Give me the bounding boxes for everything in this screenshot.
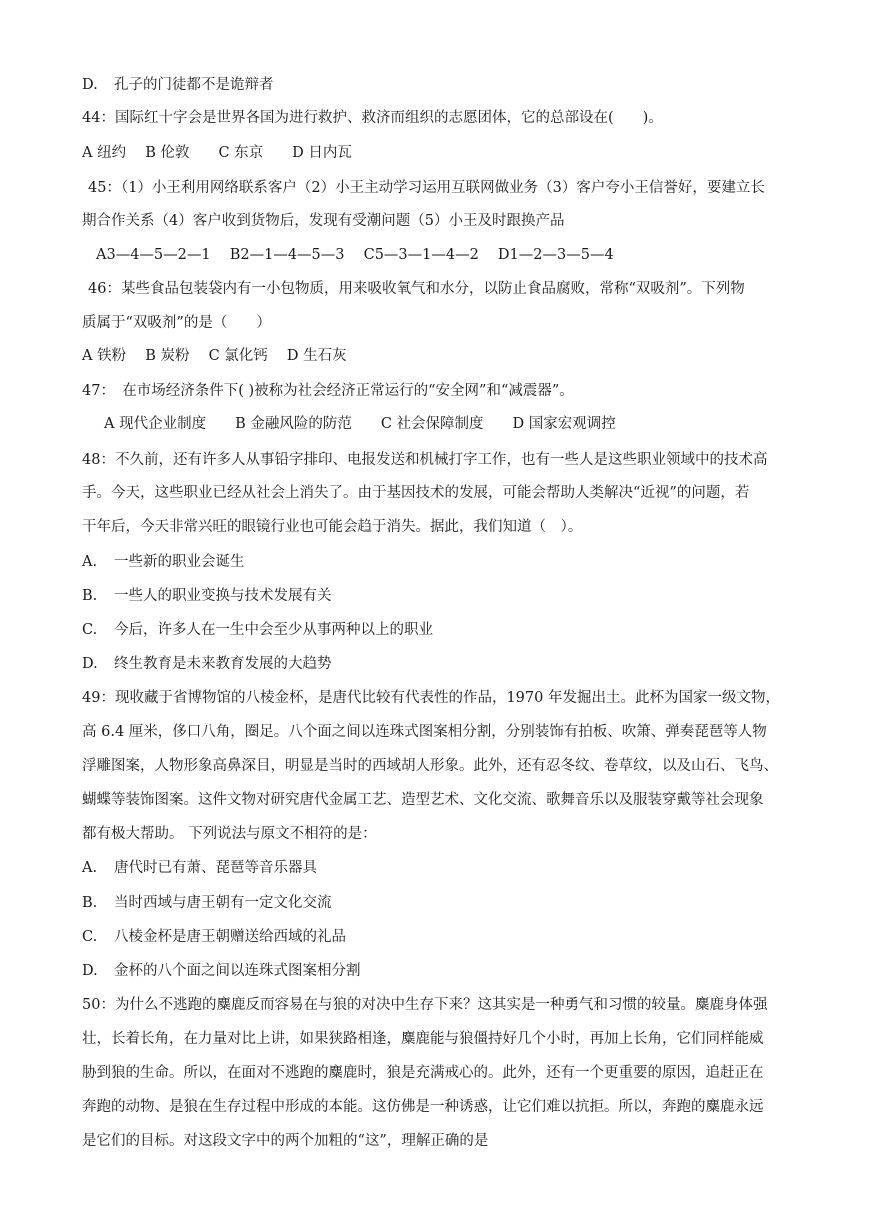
q48-option-a xyxy=(82,552,245,572)
q46-options: A 铁粉 B 炭粉 C 氯化钙 D 生石灰 xyxy=(82,348,347,364)
q46-stem-line1: 46：某些食品包装袋内有一小包物质，用来吸收氧气和水分，以防止食品腐败，常称“双吸剂”。下列物 xyxy=(88,281,745,297)
q43-option-d xyxy=(82,75,274,95)
option-text: 八棱金杯是唐王朝赠送给西域的礼品 xyxy=(114,929,346,945)
q50-stem-line2: 壮，长着长角，在力量对比上讲，如果狭路相逢，麋鹿能与狼僵持好几个小时，再加上长角，它们同样能威 xyxy=(82,1031,764,1047)
option-label: D. xyxy=(82,77,98,93)
q50-stem-line1: 50：为什么不逃跑的麋鹿反而容易在与狼的对决中生存下来？这其实是一种勇气和习惯的较量。麋鹿身体强 xyxy=(82,997,768,1013)
q49-option-d xyxy=(82,961,361,981)
option-text: 今后，许多人在一生中会至少从事两种以上的职业 xyxy=(114,622,433,638)
q48-option-d xyxy=(82,654,332,674)
option-text: 一些人的职业变换与技术发展有关 xyxy=(114,588,332,604)
option-text: 唐代时已有萧、琵琶等音乐器具 xyxy=(114,860,317,876)
option-label: D. xyxy=(82,963,98,979)
option-label: A. xyxy=(82,554,98,570)
q48-option-b xyxy=(82,586,332,606)
q48-option-c xyxy=(82,620,433,640)
option-text: 一些新的职业会诞生 xyxy=(114,554,245,570)
q48-stem-line3: 干年后，今天非常兴旺的眼镜行业也可能会趋于消失。据此，我们知道（ ）。 xyxy=(82,519,583,535)
option-text: 终生教育是未来教育发展的大趋势 xyxy=(114,656,332,672)
option-text: 金杯的八个面之间以连珠式图案相分割 xyxy=(114,963,361,979)
q49-stem-line3: 浮雕图案，人物形象高鼻深目，明显是当时的西域胡人形象。此外，还有忍冬纹、卷草纹，以及山石、飞鸟、 xyxy=(82,758,778,774)
q49-stem-line2: 高 6.4 厘米，侈口八角，圈足。八个面之间以连珠式图案相分割，分别装饰有拍板、吹箫、弹奏琵琶等人物 xyxy=(82,724,767,740)
q45-options: A3—4—5—2—1 B2—1—4—5—3 C5—3—1—4—2 D1—2—3—5—4 xyxy=(96,247,614,263)
option-label: C. xyxy=(82,622,98,638)
q45-stem-line1: 45：（1）小王利用网络联系客户（2）小王主动学习运用互联网做业务（3）客户夸小王信誉好，要建立长 xyxy=(88,180,765,196)
q49-option-b xyxy=(82,893,332,913)
q48-stem-line1: 48：不久前，还有许多人从事铅字排印、电报发送和机械打字工作，也有一些人是这些职业领域中的技术高 xyxy=(82,452,768,468)
q47-options: A 现代企业制度 B 金融风险的防范 C 社会保障制度 D 国家宏观调控 xyxy=(104,416,616,432)
option-label: A. xyxy=(82,860,98,876)
option-label: C. xyxy=(82,929,98,945)
option-label: B. xyxy=(82,895,98,911)
q48-stem-line2: 手。今天，这些职业已经从社会上消失了。由于基因技术的发展，可能会帮助人类解决“近视”的问题，若 xyxy=(82,485,750,501)
q50-stem-line5: 是它们的目标。对这段文字中的两个加粗的“这”，理解正确的是 xyxy=(82,1133,489,1149)
q50-stem-line3: 胁到狼的生命。所以，在面对不逃跑的麋鹿时，狼是充满戒心的。此外，还有一个更重要的原因，追赶正在 xyxy=(82,1065,764,1081)
q50-stem-line4: 奔跑的动物、是狼在生存过程中形成的本能。这仿佛是一种诱惑，让它们难以抗拒。所以，奔跑的麋鹿永远 xyxy=(82,1099,764,1115)
q49-stem-line1: 49：现收藏于省博物馆的八棱金杯，是唐代比较有代表性的作品，1970 年发掘出土。此杯为国家一级文物， xyxy=(82,690,780,706)
q49-stem-line5: 都有极大帮助。 下列说法与原文不相符的是： xyxy=(82,826,377,842)
q44-options: A 纽约 B 伦敦 C 东京 D 日内瓦 xyxy=(82,145,352,161)
q45-stem-line2: 期合作关系（4）客户收到货物后，发现有受潮问题（5）小王及时跟换产品 xyxy=(82,213,565,229)
option-label: D. xyxy=(82,656,98,672)
option-label: B. xyxy=(82,588,98,604)
q46-stem-line2: 质属于“双吸剂”的是（ ） xyxy=(82,315,271,331)
q47-stem: 47： 在市场经济条件下( )被称为社会经济正常运行的“安全网”和“减震器”。 xyxy=(82,383,574,399)
option-text: 孔子的门徒都不是诡辩者 xyxy=(114,77,274,93)
q49-option-a xyxy=(82,858,317,878)
q44-stem: 44：国际红十字会是世界各国为进行救护、救济而组织的志愿团体，它的总部设在( )。 xyxy=(82,110,663,126)
q49-stem-line4: 蝴蝶等装饰图案。这件文物对研究唐代金属工艺、造型艺术、文化交流、歌舞音乐以及服装穿戴等社会现象 xyxy=(82,792,764,808)
option-text: 当时西域与唐王朝有一定文化交流 xyxy=(114,895,332,911)
q49-option-c xyxy=(82,927,346,947)
